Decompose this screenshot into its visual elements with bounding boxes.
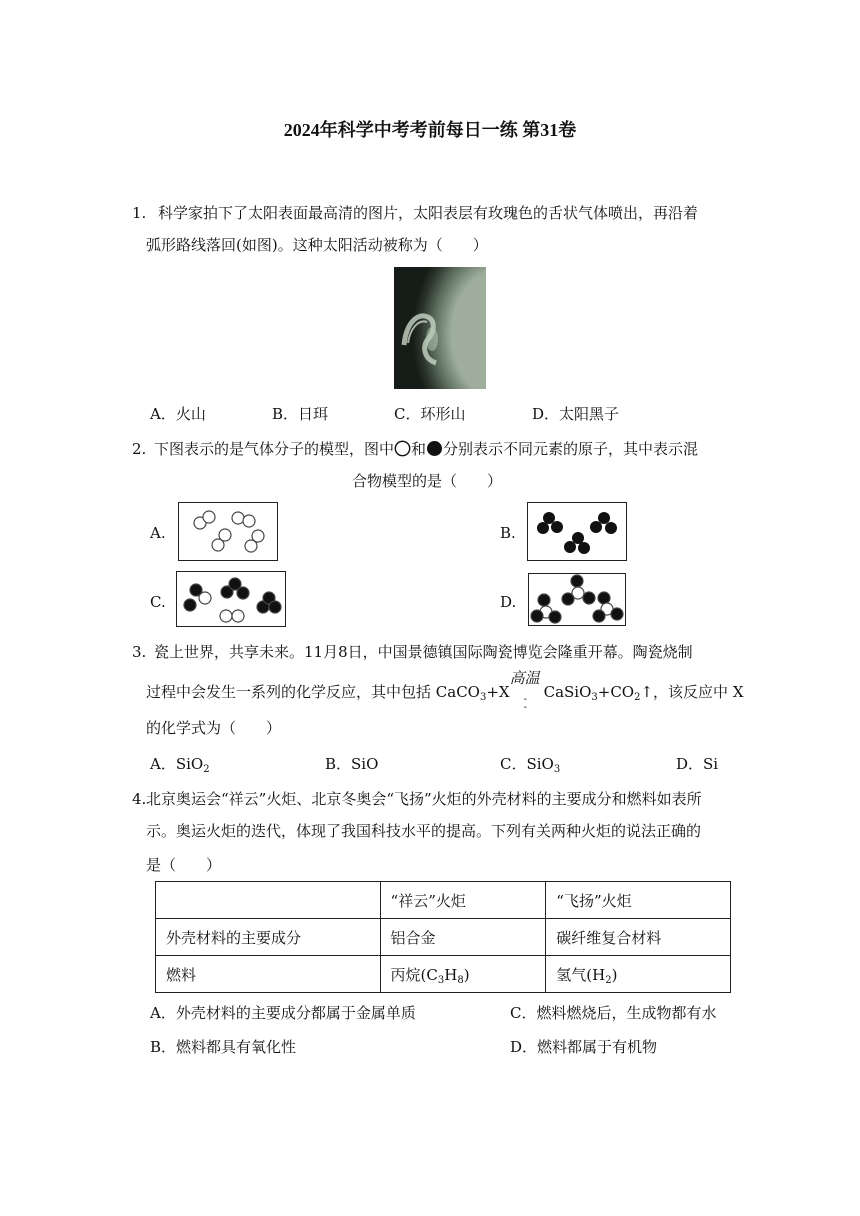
propane-text-h: H [444, 965, 458, 984]
hydrogen-text-close: ) [611, 965, 618, 984]
q3-option-c [500, 754, 560, 774]
q3-option-b-text: B．SiO [325, 755, 379, 773]
q4-option-a: A．外壳材料的主要成分都属于金属单质 [150, 1004, 416, 1022]
hydrogen-text-a: 氢气(H [556, 965, 606, 984]
molecule-box-a [178, 502, 278, 561]
q1-option-a: A．火山 [150, 405, 206, 423]
q1-option-b: B．日珥 [272, 405, 329, 423]
q3-option-b [325, 754, 378, 774]
q3-option-d-text: D．Si [676, 755, 719, 773]
q4-line1: 北京奥运会“祥云”火炬、北京冬奥会“飞扬”火炬的外壳材料的主要成分和燃料如表所 [146, 790, 702, 808]
q3-eq-condition [509, 669, 544, 713]
q3-eq-casio: CaSiO [543, 683, 592, 701]
q3-line3: 的化学式为（ ） [146, 719, 282, 737]
table-cell: “飞扬”火炬 [546, 882, 731, 919]
torch-comparison-table [155, 881, 731, 993]
table-cell-hydrogen [546, 956, 731, 993]
q4-line3: 是（ ） [146, 856, 222, 874]
q3-number: 3. [132, 643, 147, 661]
q3-eq-sub-2: 2 [634, 692, 641, 703]
q3-option-a [150, 754, 210, 774]
q2-label-d: D. [500, 593, 517, 611]
table-header-row [156, 882, 731, 919]
molecule-box-b [527, 502, 627, 561]
q3-eq-equals-sign: - - [523, 694, 527, 713]
q3-eq-sub-3a: 3 [479, 692, 487, 703]
table-row [156, 956, 731, 993]
solid-atom-icon [426, 440, 443, 457]
q2-label-a: A. [150, 524, 166, 542]
table-cell: 外壳材料的主要成分 [156, 919, 381, 956]
q2-line1-part-a: 下图表示的是气体分子的模型，图中 [154, 440, 395, 458]
hollow-atom-icon [394, 440, 411, 457]
q2-line1-part-b: 和 [411, 440, 427, 458]
q3-eq-co: +CO [597, 683, 635, 701]
q4-option-c: C．燃料燃烧后，生成物都有水 [510, 1004, 717, 1022]
q2-number: 2. [132, 440, 147, 458]
q3-option-c-sub: 3 [553, 764, 561, 775]
q1-line1: 科学家拍下了太阳表面最高清的图片，太阳表层有玫瑰色的舌状气体喷出，再沿着 [158, 204, 699, 222]
q3-line2 [146, 669, 744, 713]
molecule-box-c [176, 571, 286, 627]
table-row [156, 919, 731, 956]
molecule-box-d [528, 573, 626, 626]
q2-line2: 合物模型的是（ ） [352, 472, 503, 490]
q4-number: 4. [132, 790, 147, 808]
q2-label-b: B. [500, 524, 516, 542]
solar-prominence-image [394, 267, 486, 389]
hydrogen-sub-2: 2 [605, 974, 612, 986]
propane-sub-8: 8 [457, 974, 464, 986]
q3-option-d [676, 754, 718, 774]
q1-option-d: D．太阳黑子 [532, 405, 620, 423]
q3-eq-sub-3b: 3 [591, 692, 598, 703]
q3-eq-tail: ↑，该反应中 X [640, 683, 744, 701]
q3-eq-condition-text: 高温 [509, 669, 540, 687]
table-cell: 碳纤维复合材料 [546, 919, 731, 956]
q3-eq-caco: 过程中会发生一系列的化学反应，其中包括 CaCO [146, 683, 480, 701]
q1-line2: 弧形路线落回(如图)。这种太阳活动被称为（ ） [146, 236, 488, 254]
propane-text-a: 丙烷(C [390, 965, 438, 984]
q4-option-b: B．燃料都具有氧化性 [150, 1038, 297, 1056]
propane-sub-3: 3 [437, 974, 445, 986]
q3-option-a-text: A．SiO [150, 755, 204, 773]
q3-line1: 瓷上世界，共享未来。11月8日，中国景德镇国际陶瓷博览会隆重开幕。陶瓷烧制 [154, 643, 693, 661]
table-cell [156, 882, 381, 919]
q4-line2: 示。奥运火炬的迭代，体现了我国科技水平的提高。下列有关两种火炬的说法正确的 [146, 822, 702, 840]
table-cell: 燃料 [156, 956, 381, 993]
table-cell: 铝合金 [380, 919, 546, 956]
q1-option-c: C．环形山 [394, 405, 466, 423]
q3-option-a-sub: 2 [203, 764, 210, 775]
table-cell-propane [380, 956, 546, 993]
page-title: 2024年科学中考考前每日一练 第31卷 [283, 120, 577, 140]
propane-text-close: ) [463, 965, 470, 984]
q2-label-c: C. [150, 593, 166, 611]
q2-line1-part-c: 分别表示不同元素的原子，其中表示混 [443, 440, 699, 458]
q4-option-d: D．燃料都属于有机物 [510, 1038, 658, 1056]
q3-eq-x: +X [486, 683, 510, 701]
q3-option-c-text: C．SiO [500, 755, 554, 773]
table-cell: “祥云”火炬 [380, 882, 546, 919]
q1-number: 1. [132, 204, 147, 222]
q2-line1 [154, 439, 698, 459]
